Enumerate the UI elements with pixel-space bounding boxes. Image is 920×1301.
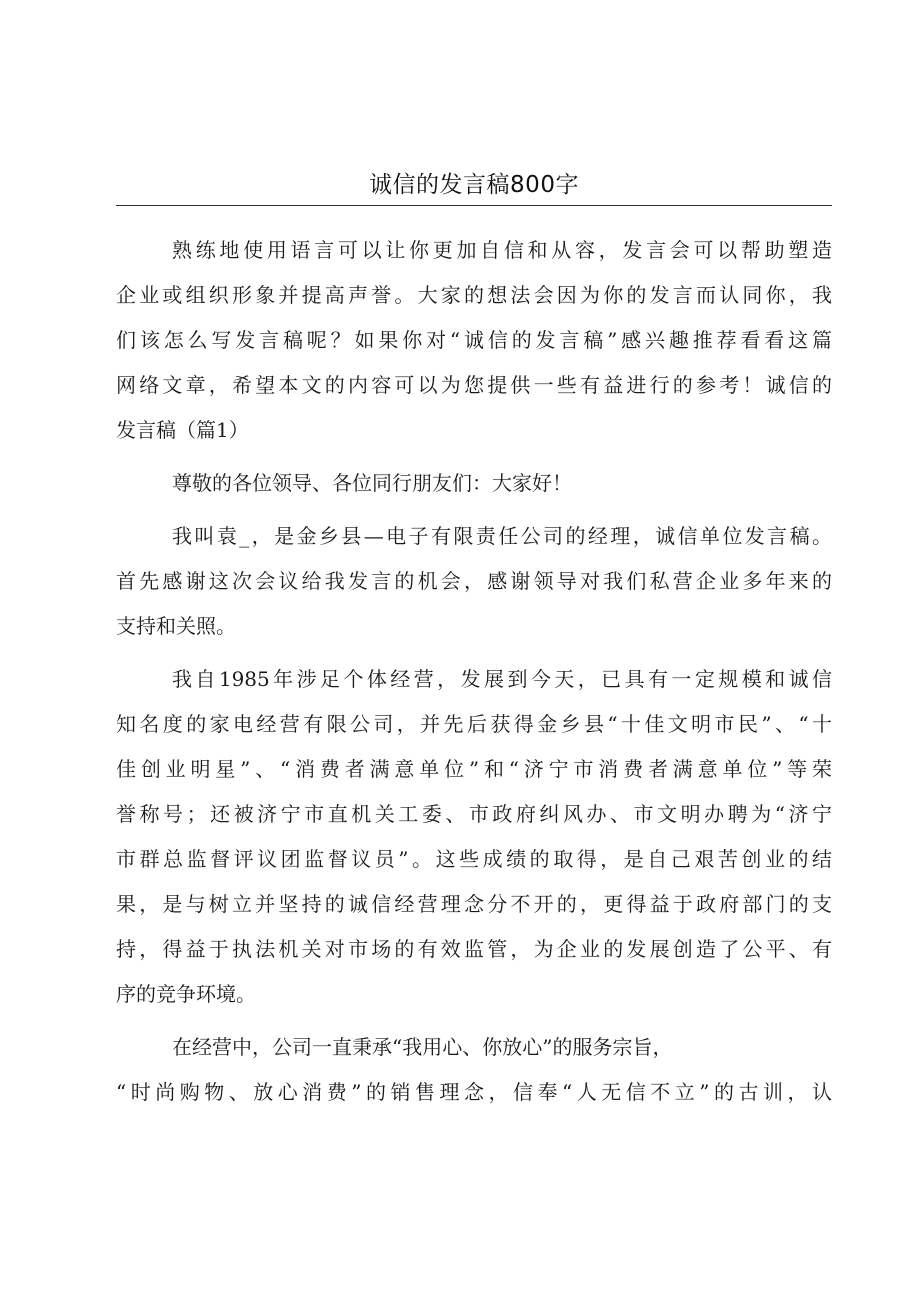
text-line: 熟练地使用语言可以让你更加自信和从容，发言会可以帮助塑造	[172, 238, 832, 262]
text-line: 我自1985年涉足个体经营，发展到今天，已具有一定规模和诚信	[172, 667, 832, 691]
text-line: 企业或组织形象并提高声誉。大家的想法会因为你的发言而认同你，我	[116, 283, 832, 307]
text-line: 市群总监督评议团监督议员”。这些成绩的取得，是自己艰苦创业的结	[116, 847, 832, 871]
paragraph-business-philosophy	[116, 1025, 832, 1115]
text-line: 持，得益于执法机关对市场的有效监管，为企业的发展创造了公平、有	[116, 937, 832, 961]
text-line: 我叫袁_，是金乡县—电子有限责任公司的经理，诚信单位发言稿。	[172, 524, 832, 548]
text-line: 首先感谢这次会议给我发言的机会，感谢领导对我们私营企业多年来的	[116, 569, 832, 593]
text-line: 果，是与树立并坚持的诚信经营理念分不开的，更得益于政府部门的支	[116, 892, 832, 916]
document-body	[116, 228, 832, 1123]
text-line: “时尚购物、放心消费”的销售理念，信奉“人无信不立”的古训，认	[116, 1080, 832, 1104]
paragraph-greeting	[116, 461, 832, 506]
text-line: 发言稿（篇1）	[116, 418, 249, 442]
document-title: 诚信的发言稿800字	[369, 172, 579, 198]
text-line: 在经营中，公司一直秉承“我用心、你放心”的服务宗旨，	[172, 1035, 673, 1059]
text-line: 誉称号；还被济宁市直机关工委、市政府纠风办、市文明办聘为“济宁	[116, 802, 832, 826]
text-line: 网络文章，希望本文的内容可以为您提供一些有益进行的参考！诚信的	[116, 373, 832, 397]
paragraph-introduction-self	[116, 514, 832, 649]
text-line: 支持和关照。	[116, 614, 236, 638]
paragraph-history	[116, 657, 832, 1017]
text-line: 序的竞争环境。	[116, 982, 256, 1006]
text-line: 尊敬的各位领导、各位同行朋友们：大家好！	[172, 471, 572, 495]
paragraph-intro	[116, 228, 832, 453]
text-line: 知名度的家电经营有限公司，并先后获得金乡县“十佳文明市民”、“十	[116, 712, 832, 736]
title-underline	[116, 205, 832, 206]
text-line: 们该怎么写发言稿呢？如果你对“诚信的发言稿”感兴趣推荐看看这篇	[116, 328, 832, 352]
text-line: 佳创业明星”、“消费者满意单位”和“济宁市消费者满意单位”等荣	[116, 757, 832, 781]
